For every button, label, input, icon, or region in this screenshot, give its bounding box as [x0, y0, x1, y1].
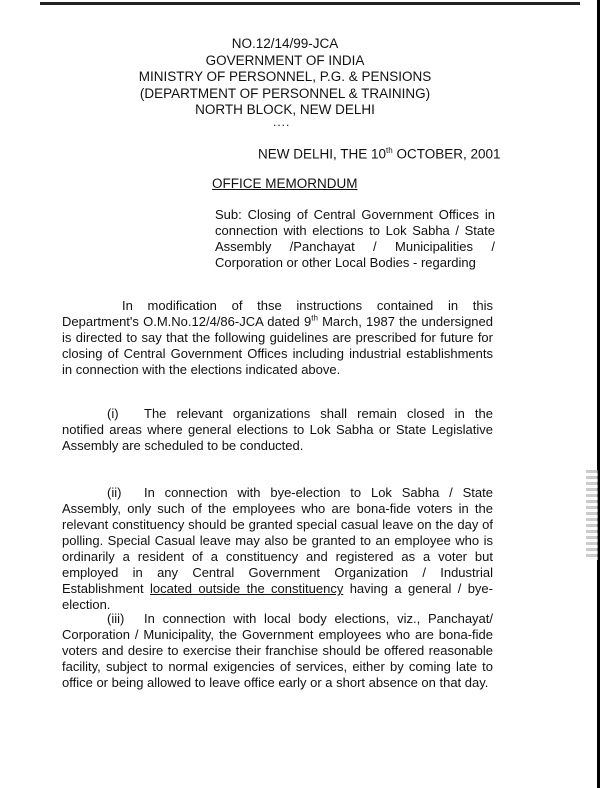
- paragraph-ii: [62, 485, 493, 613]
- intro-text: In modification of thse instructions contained in this Department's O.M.No.12/4/86-JCA dated 9: [62, 298, 493, 329]
- underlined-text: located outside the constituency: [150, 581, 344, 596]
- government-name: GOVERNMENT OF INDIA: [205, 52, 365, 68]
- subject: Sub: Closing of Central Government Offices in connection with elections to Lok Sabha / State Assembly /Panchayat / Municipalities / Corporation or other Local Bodies - regarding: [215, 207, 495, 270]
- scan-border-line: [40, 2, 580, 5]
- item-text-cont: having a general / bye-election.: [62, 581, 493, 612]
- file-number: NO.12/14/99-JCA: [231, 36, 339, 51]
- date-sup: th: [386, 146, 393, 155]
- item-number: (iii): [107, 611, 125, 626]
- department-name: (DEPARTMENT OF PERSONNEL & TRAINING): [139, 85, 431, 101]
- paragraph-intro: [62, 298, 493, 378]
- separator: ....: [273, 115, 291, 129]
- document-title: OFFICE MEMORNDUM: [212, 176, 358, 191]
- paragraph-iii: [62, 611, 493, 691]
- document-header: [100, 36, 470, 119]
- ministry-name: MINISTRY OF PERSONNEL, P.G. & PENSIONS: [138, 69, 432, 84]
- address: NORTH BLOCK, NEW DELHI: [195, 102, 375, 117]
- date-suffix: OCTOBER, 2001: [392, 146, 501, 162]
- item-text: The relevant organizations shall remain closed in the notified areas where general elections to Lok Sabha or State Legislative Assembly are scheduled to be conducted.: [62, 406, 493, 453]
- paragraph-i: [62, 406, 493, 454]
- document-date: [258, 146, 501, 162]
- item-number: (i): [107, 406, 119, 421]
- intro-text-cont: March, 1987 the undersigned is directed to say that the following guidelines are prescribed for future for closing of Central Government Offices including industrial establishments in connection with the elections indicated above.: [62, 314, 493, 377]
- intro-sup: th: [311, 313, 318, 323]
- item-text: In connection with bye-election to Lok Sabha / State Assembly, only such of the employees who are bona-fide voters in the relevant constituency should be granted special casual leave on the day of polling. Special Casual leave may also be granted to an employee who is ordinarily a resident of a constituency and registered as a voter but employed in any Central Government Organization / Industrial Establishment: [62, 485, 493, 596]
- date-prefix: NEW DELHI, THE 10: [258, 146, 387, 162]
- item-text: In connection with local body elections, viz., Panchayat/ Corporation / Municipality, the Government employees who are bona-fide voters and desire to exercise their franchise should be offered reasonable facility, subject to normal exigencies of services, either by coming late to office or being allowed to leave office early or a short absence on that day.: [62, 611, 493, 690]
- item-number: (ii): [107, 485, 122, 500]
- scan-artifact: [586, 470, 598, 560]
